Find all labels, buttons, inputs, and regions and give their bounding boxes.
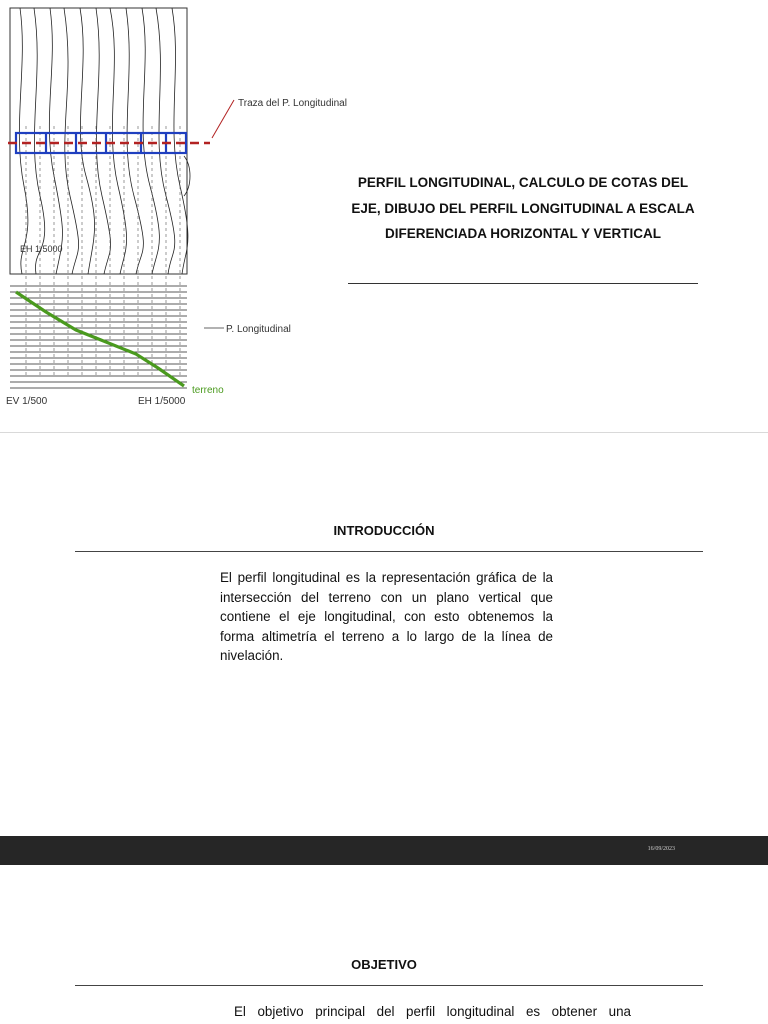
label-eh: EH 1/5000 <box>138 396 186 407</box>
label-traza: Traza del P. Longitudinal <box>238 98 347 109</box>
objective-body: El objetivo principal del perfil longitudinal es obtener una <box>234 1004 631 1019</box>
slide-1 <box>0 0 768 432</box>
longitudinal-profile-figure <box>6 6 347 410</box>
intro-divider <box>75 551 703 552</box>
label-ev: EV 1/500 <box>6 396 48 407</box>
intro-title: INTRODUCCIÓN <box>333 523 435 538</box>
title-divider <box>348 283 698 284</box>
slide-3 <box>0 865 768 1024</box>
label-eh-plan: EH 1/5000 <box>20 244 63 254</box>
terrain-profile-line <box>16 292 184 386</box>
profile-grid <box>10 286 187 388</box>
label-perfil: P. Longitudinal <box>226 324 291 335</box>
objective-title: OBJETIVO <box>351 957 417 972</box>
label-terreno: terreno <box>192 385 224 396</box>
slide-1-title: PERFIL LONGITUDINAL, CALCULO DE COTAS DEL EJE, DIBUJO DEL PERFIL LONGITUDINAL A ESCALA DIFERENCIADA HORIZONTAL Y VERTICAL <box>351 175 695 241</box>
footer-date: 16/09/2023 <box>647 846 675 852</box>
slide-2 <box>0 433 768 836</box>
footer-bar <box>0 836 768 865</box>
intro-body: El perfil longitudinal es la representación gráfica de la intersección del terreno con un plano vertical que contiene el eje longitudinal, con esto obtenemos la forma altimetría el terreno a lo largo de la línea de nivelación. <box>220 570 553 663</box>
objective-divider <box>75 985 703 986</box>
